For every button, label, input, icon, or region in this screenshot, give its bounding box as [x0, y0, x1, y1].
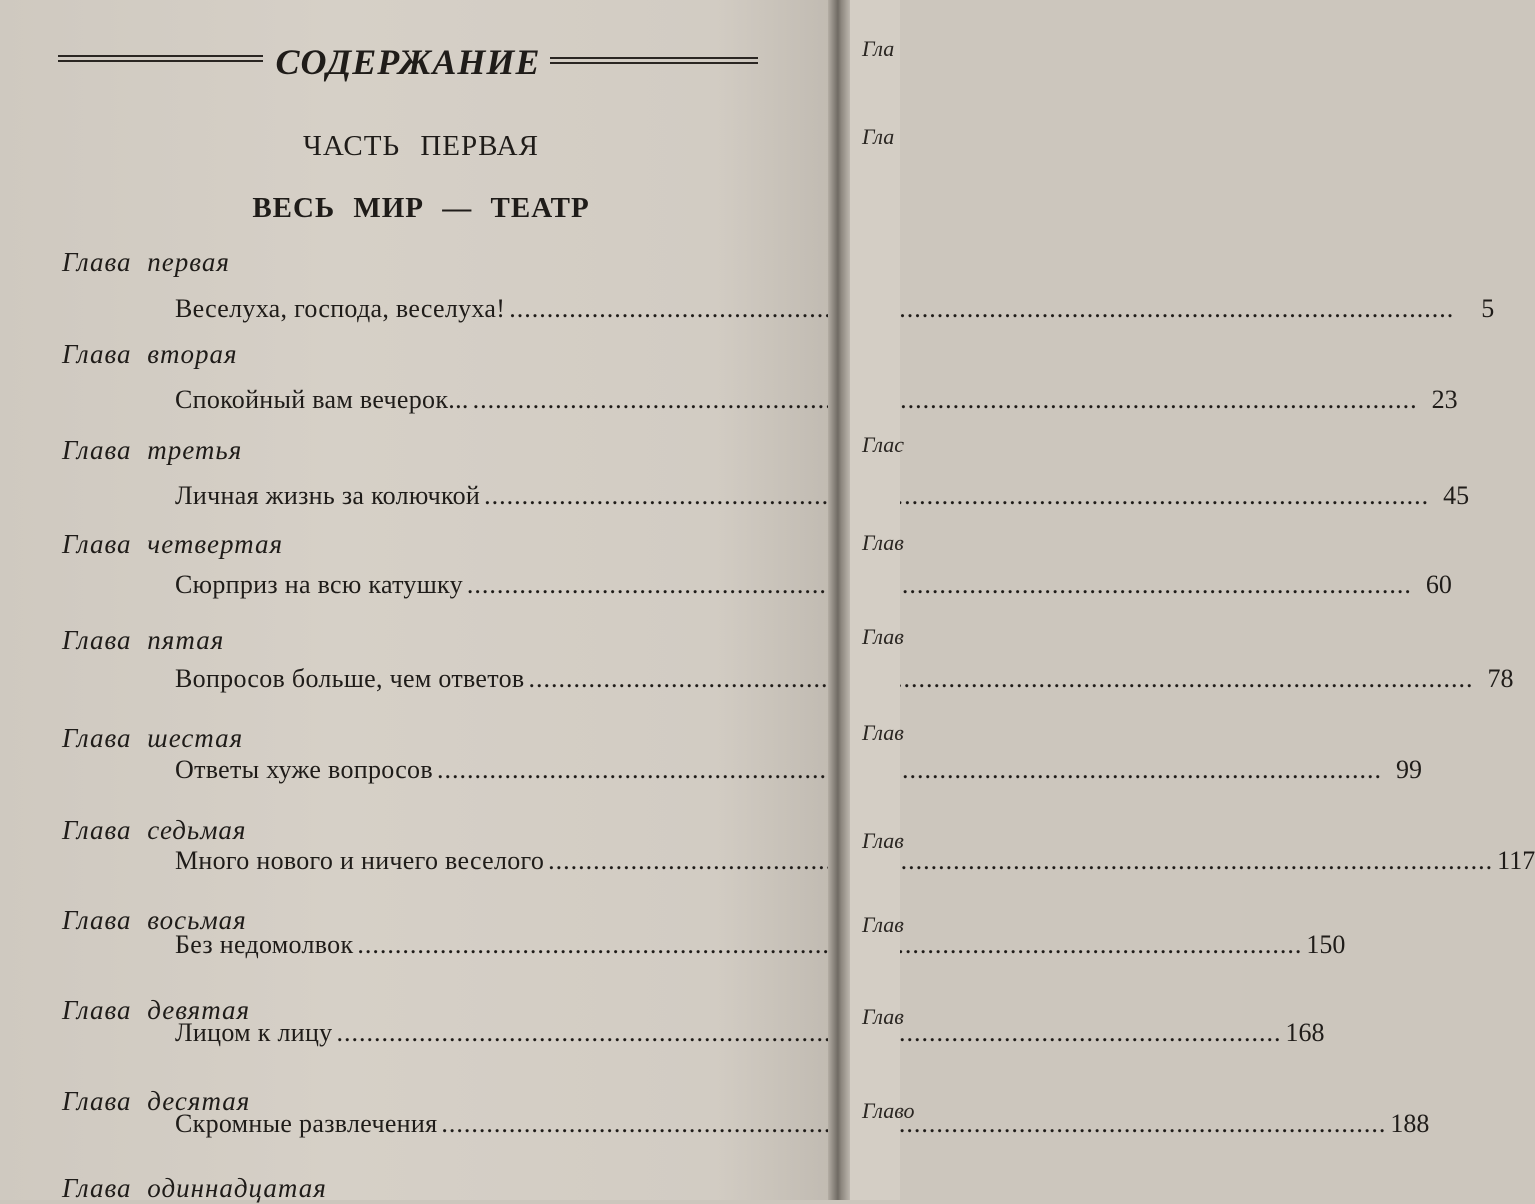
leader-dots [528, 662, 1473, 696]
toc-entry [175, 292, 1495, 326]
facing-page-text: Гла [862, 124, 895, 149]
page-number: 45 [1443, 481, 1470, 510]
page-number: 60 [1425, 570, 1452, 599]
toc-entry [175, 753, 1422, 787]
chapter-label: Глава шестая [62, 723, 244, 753]
page-number: 99 [1395, 755, 1422, 784]
chapter-label: Глава четвертая [62, 529, 284, 559]
facing-page-text: Глав [862, 624, 904, 649]
toc-entry [175, 844, 1535, 878]
chapter-label: Глава вторая [62, 339, 238, 369]
page-title: СОДЕРЖАНИЕ [275, 42, 541, 82]
page-number: 188 [1390, 1109, 1430, 1138]
leader-dots [467, 568, 1412, 602]
chapter-label: Глава седьмая [62, 815, 247, 845]
leader-dots [484, 479, 1429, 513]
book-gutter [828, 0, 850, 1200]
chapter-title: Сюрприз на всю катушку [175, 570, 463, 599]
leader-dots [336, 1016, 1281, 1050]
chapter-label: Глава десятая [62, 1086, 251, 1116]
page-number: 117 [1497, 846, 1535, 875]
chapter-title: Личная жизнь за колючкой [175, 481, 481, 510]
leader-dots [548, 844, 1493, 878]
chapter-title: Скромные развлечения [175, 1109, 438, 1138]
chapter-title: Много нового и ничего веселого [175, 846, 545, 875]
chapter-label: Глава восьмая [62, 905, 247, 935]
facing-page-text: Глас [862, 432, 904, 457]
header-rule-right [550, 56, 758, 66]
chapter-title: Спокойный вам вечерок... [175, 385, 469, 414]
chapter-title: Лицом к лицу [175, 1018, 333, 1047]
facing-page-text: Гла [862, 36, 895, 61]
chapter-title: Веселуха, господа, веселуха! [175, 294, 506, 323]
header-rule-left [58, 54, 263, 64]
leader-dots [509, 292, 1454, 326]
toc-entry [175, 383, 1458, 417]
facing-page-text: Глав [862, 1004, 904, 1029]
chapter-title: Ответы хуже вопросов [175, 755, 433, 784]
page-number: 23 [1431, 385, 1458, 414]
chapter-label: Глава пятая [62, 625, 225, 655]
chapter-label: Глава девятая [62, 995, 251, 1025]
leader-dots [437, 753, 1382, 787]
chapter-title: Вопросов больше, чем ответов [175, 664, 525, 693]
toc-entry [175, 568, 1452, 602]
page-number: 5 [1481, 294, 1495, 323]
chapter-label: Глава третья [62, 435, 243, 465]
page-number: 78 [1487, 664, 1514, 693]
chapter-title: Без недомолвок [175, 930, 354, 959]
facing-page-text: Глав [862, 828, 904, 853]
facing-page-text: Главо [862, 1098, 915, 1123]
page-number: 150 [1306, 930, 1346, 959]
part-heading: ЧАСТЬ ПЕРВАЯ [303, 130, 539, 162]
toc-entry [175, 662, 1514, 696]
chapter-label: Глава первая [62, 247, 230, 277]
part-subtitle: ВЕСЬ МИР — ТЕАТР [252, 192, 590, 224]
facing-page-text: Глав [862, 530, 904, 555]
leader-dots [473, 383, 1418, 417]
toc-entry [175, 928, 1346, 962]
toc-entry [175, 479, 1470, 513]
facing-page-text: Глав [862, 912, 904, 937]
contents-header [58, 40, 758, 86]
chapter-label: Глава одиннадцатая [62, 1173, 327, 1203]
facing-page [850, 0, 915, 1200]
facing-page-text: Глав [862, 720, 904, 745]
page-number: 168 [1285, 1018, 1325, 1047]
